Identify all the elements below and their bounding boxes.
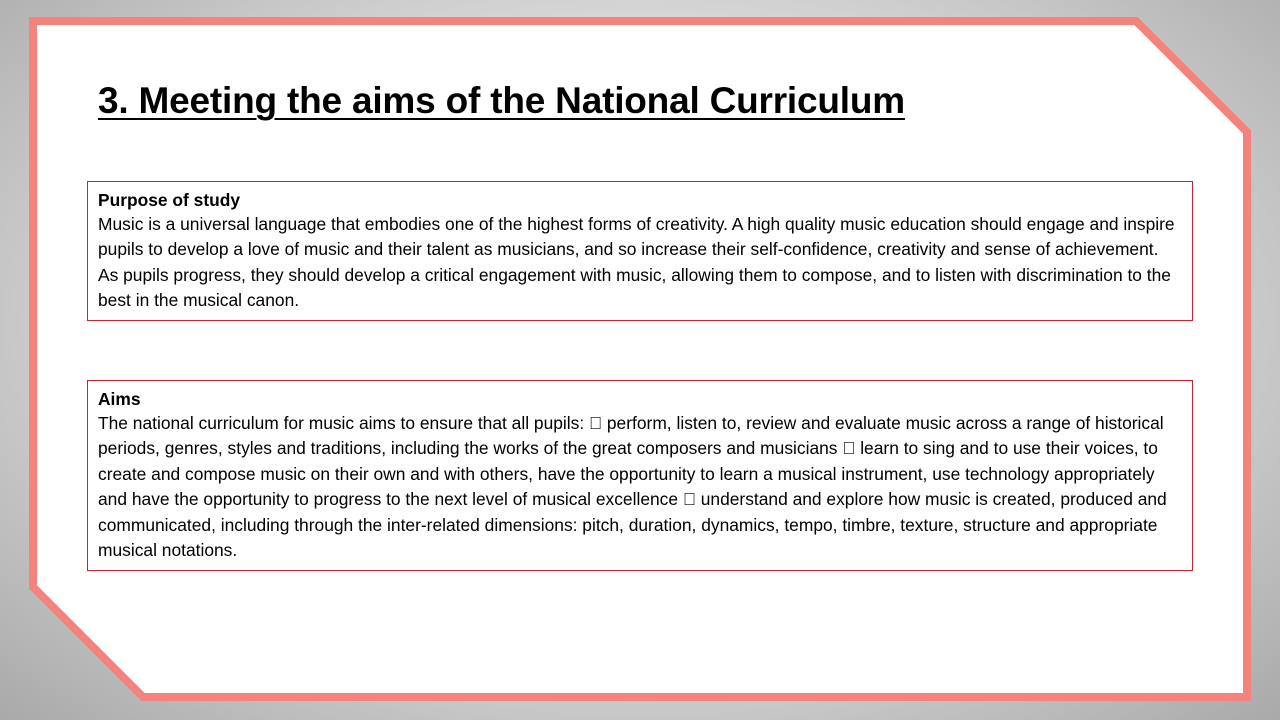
aims-heading: Aims: [98, 389, 141, 409]
aims-box: [87, 380, 1193, 571]
slide-frame-border: [33, 21, 1247, 697]
aims-text: The national curriculum for music aims to ensure that all pupils: perform, listen to, review and evaluate music across a range of historical periods, genres, styles and traditions, including the works of the great composers and musicians learn to sing and to use their voices, to create and compose music on their own and with others, have the opportunity to learn a musical instrument, use technology appropriately and have the opportunity to progress to the next level of musical excellence understand and explore how music is created, produced and communicated, including through the inter-related dimensions: pitch, duration, dynamics, tempo, timbre, texture, structure and appropriate musical notations.: [98, 413, 1158, 561]
purpose-of-study-text: Music is a universal language that embodies one of the highest forms of creativity. A high quality music education should engage and inspire pupils to develop a love of music and their talent as musicians, and so increase their self-confidence, creativity and sense of achievement. As pupils progress, they should develop a critical engagement with music, allowing them to compose, and to listen with discrimination to the best in the musical canon.: [98, 214, 1175, 311]
purpose-of-study-box: [87, 181, 1193, 321]
slide-title: 3. Meeting the aims of the National Curriculum: [98, 80, 905, 121]
purpose-of-study-heading: Purpose of study: [98, 190, 241, 210]
